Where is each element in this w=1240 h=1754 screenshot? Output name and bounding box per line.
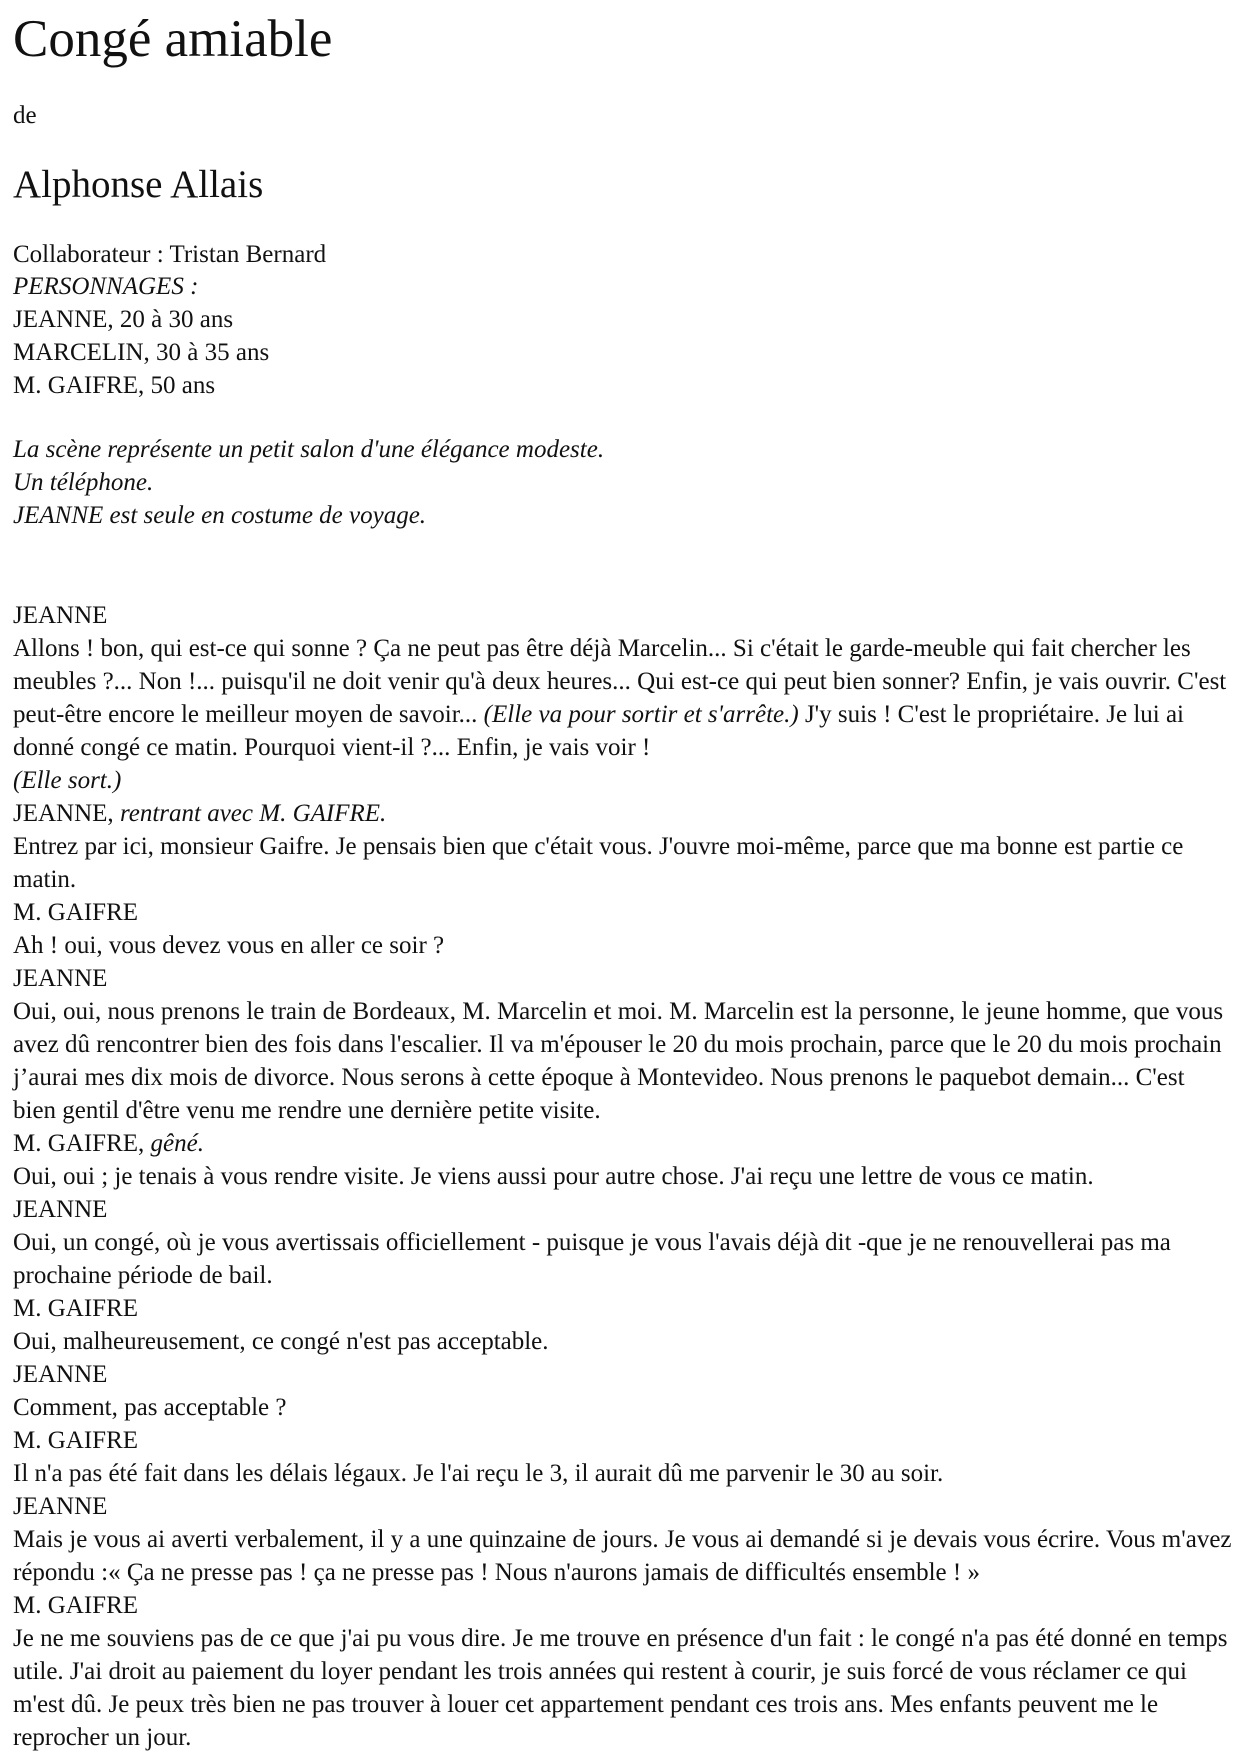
author-name: Alphonse Allais — [13, 163, 264, 206]
speaker-name: M. GAIFRE — [13, 1592, 139, 1619]
stage-setting — [13, 433, 1233, 532]
dialogue-text: Il n'a pas été fait dans les délais légaux. Je l'ai reçu le 3, il aurait dû me parvenir le 30 au soir. — [13, 1460, 944, 1487]
speaker-line — [13, 1490, 1233, 1523]
play-title: Congé amiable — [13, 10, 333, 68]
stage-line: JEANNE est seule en costume de voyage. — [13, 502, 427, 529]
speaker-name: M. GAIFRE — [13, 1427, 139, 1454]
dialogue-text: Entrez par ici, monsieur Gaifre. Je pensais bien que c'était vous. J'ouvre moi-même, parce que ma bonne est partie ce matin. — [13, 833, 1184, 893]
speaker-line — [13, 797, 1233, 830]
speaker-name: M. GAIFRE, — [13, 1130, 151, 1157]
collaborator-line: Collaborateur : Tristan Bernard — [13, 241, 327, 268]
dialogue-line — [13, 929, 1233, 962]
speaker-line — [13, 1127, 1233, 1160]
dialogue-line — [13, 1160, 1233, 1193]
play-script — [13, 599, 1233, 1754]
stage-direction: (Elle va pour sortir et s'arrête.) — [483, 701, 799, 728]
dialogue-line — [13, 1457, 1233, 1490]
speaker-line — [13, 1193, 1233, 1226]
dialogue-line — [13, 995, 1233, 1127]
stage-line: Un téléphone. — [13, 469, 154, 496]
stage-direction — [13, 764, 1233, 797]
speaker-line — [13, 1589, 1233, 1622]
dialogue-line — [13, 632, 1233, 764]
dialogue-line — [13, 1523, 1233, 1589]
stage-direction-text: (Elle sort.) — [13, 767, 122, 794]
dialogue-text: Ah ! oui, vous devez vous en aller ce soir ? — [13, 932, 445, 959]
speaker-line — [13, 962, 1233, 995]
dialogue-line — [13, 1226, 1233, 1292]
dialogue-text: Je ne me souviens pas de ce que j'ai pu vous dire. Je me trouve en présence d'un fait : le congé n'a pas été donné en temps utile. J'ai droit au paiement du loyer pendant les trois années qui restent à courir, je suis forcé de vous réclamer ce qui m'est dû. Je peux très bien ne pas trouver à louer cet appartement pendant ces trois ans. Mes enfants peuvent me le reprocher un jour. — [13, 1625, 1228, 1751]
cast-heading: PERSONNAGES : — [13, 273, 199, 300]
dialogue-text: Oui, un congé, où je vous avertissais officiellement - puisque je vous l'avais déjà dit -que je ne renouvellerai pas ma prochaine période de bail. — [13, 1229, 1171, 1289]
speaker-name: JEANNE — [13, 602, 108, 629]
cast-member: MARCELIN, 30 à 35 ans — [13, 339, 270, 366]
stage-direction: gêné. — [150, 1130, 204, 1157]
speaker-name: M. GAIFRE — [13, 1295, 139, 1322]
dialogue-text: J'y suis ! C'est le propriétaire. Je lui ai donné congé ce matin. Pourquoi vient-il ?... Enfin, je vais voir ! — [13, 701, 1185, 761]
cast-list — [13, 270, 1233, 402]
dialogue-line — [13, 1391, 1233, 1424]
stage-line: La scène représente un petit salon d'une élégance modeste. — [13, 436, 605, 463]
dialogue-line — [13, 830, 1233, 896]
speaker-name: JEANNE, — [13, 800, 120, 827]
dialogue-text: Oui, malheureusement, ce congé n'est pas acceptable. — [13, 1328, 549, 1355]
speaker-name: JEANNE — [13, 1196, 108, 1223]
cast-member: M. GAIFRE, 50 ans — [13, 372, 216, 399]
speaker-name: JEANNE — [13, 965, 108, 992]
dialogue-line — [13, 1622, 1233, 1754]
speaker-line — [13, 599, 1233, 632]
dialogue-text: Comment, pas acceptable ? — [13, 1394, 287, 1421]
speaker-line — [13, 1292, 1233, 1325]
speaker-line — [13, 1358, 1233, 1391]
speaker-name: JEANNE — [13, 1493, 108, 1520]
cast-member: JEANNE, 20 à 30 ans — [13, 306, 234, 333]
stage-direction: rentrant avec M. GAIFRE. — [119, 800, 387, 827]
speaker-line — [13, 896, 1233, 929]
dialogue-text: Oui, oui, nous prenons le train de Bordeaux, M. Marcelin et moi. M. Marcelin est la personne, le jeune homme, que vous avez dû rencontrer bien des fois dans l'escalier. Il va m'épouser le 20 du mois prochain, parce que le 20 du mois prochain j’aurai mes dix mois de divorce. Nous serons à cette époque à Montevideo. Nous prenons le paquebot demain... C'est bien gentil d'être venu me rendre une dernière petite visite. — [13, 998, 1224, 1124]
speaker-line — [13, 1424, 1233, 1457]
speaker-name: M. GAIFRE — [13, 899, 139, 926]
speaker-name: JEANNE — [13, 1361, 108, 1388]
dialogue-line — [13, 1325, 1233, 1358]
dialogue-text: Allons ! bon, qui est-ce qui sonne ? Ça ne peut pas être déjà Marcelin... Si c'était le garde-meuble qui fait chercher les meubles ?... Non !... puisqu'il ne doit venir qu'à deux heures... Qui est-ce qui peut bien sonner? Enfin, je vais ouvrir. C'est peut-être encore le meilleur moyen de savoir... — [13, 635, 1227, 728]
dialogue-text: Oui, oui ; je tenais à vous rendre visite. Je viens aussi pour autre chose. J'ai reçu une lettre de vous ce matin. — [13, 1163, 1094, 1190]
dialogue-text: Mais je vous ai averti verbalement, il y a une quinzaine de jours. Je vous ai demandé si je devais vous écrire. Vous m'avez répondu :« Ça ne presse pas ! ça ne presse pas ! Nous n'aurons jamais de difficultés ensemble ! » — [13, 1526, 1232, 1586]
by-line: de — [13, 102, 37, 129]
